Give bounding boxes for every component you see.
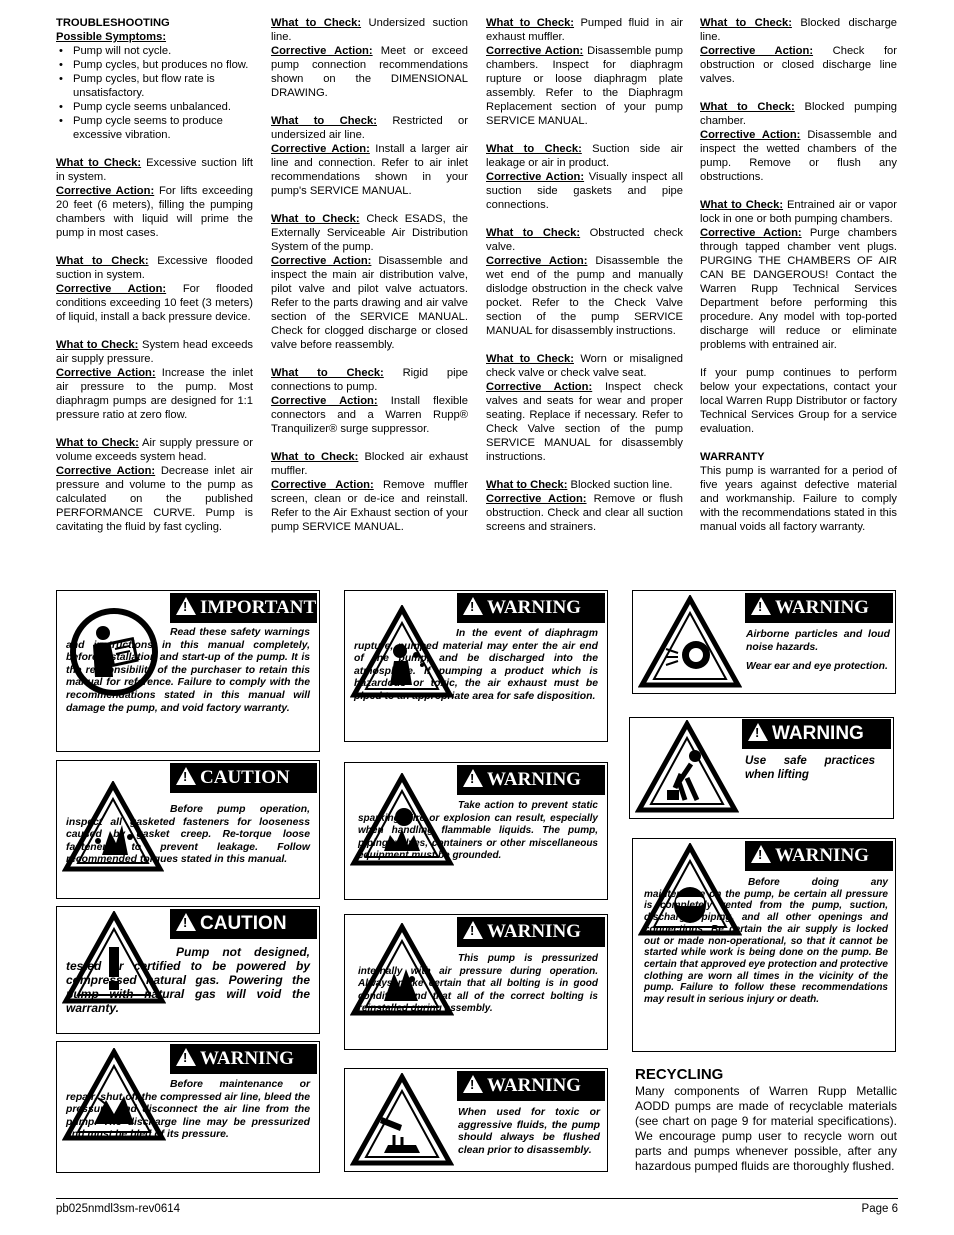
- notice-title: CAUTION: [200, 913, 287, 934]
- corrosive-hazard-icon: [350, 1073, 454, 1167]
- check-label: What to Check:: [56, 157, 142, 169]
- action-text: Decrease inlet air pressure and volume to the pump as calculated on the published PERFORMANCE CURVE. Pump is cavitating the fluid by fast cycling.: [56, 465, 253, 533]
- column-2: [271, 16, 468, 548]
- alert-triangle-icon: [176, 597, 196, 615]
- check-text: Blocked pumping chamber.: [700, 101, 898, 127]
- entry: [486, 352, 683, 464]
- alert-triangle-icon: [176, 913, 196, 931]
- alert-triangle-icon: [751, 845, 771, 863]
- warning-vented-notice: [632, 838, 896, 1052]
- action-text: Disassemble and inspect the wetted chambers of the pump. Remove or flush any obstructions.: [700, 129, 897, 183]
- alert-triangle-icon: [751, 597, 771, 615]
- action-text: Remove or flush obstruction. Check and clear all suction screens and strainers.: [486, 493, 683, 533]
- action-label: Corrective Action:: [56, 465, 156, 477]
- check-text: Worn or misaligned check valve or check valve seat.: [486, 353, 684, 379]
- alert-triangle-icon: [463, 769, 483, 787]
- action-label: Corrective Action:: [271, 45, 373, 57]
- notice-text: When used for toxic or aggressive fluids, the pump should always be flushed clean prior to disassembly.: [458, 1107, 600, 1156]
- caution-gasket-notice: [56, 760, 320, 899]
- column-3: [486, 16, 683, 548]
- action-text: Increase the inlet air pressure to the pump. Most diaphragm pumps are designed for 1:1 pressure ratio at zero flow.: [56, 367, 253, 421]
- alert-triangle-icon: [463, 1075, 483, 1093]
- notice-text: Pump not designed, tested or certified to be powered by compressed natural gas. Powering the pump with natural gas will void the warranty.: [66, 945, 310, 1015]
- action-label: Corrective Action:: [700, 129, 801, 141]
- notice-title: CAUTION: [200, 767, 290, 788]
- warning-static-notice: [344, 762, 608, 900]
- action-label: Corrective Action:: [56, 283, 167, 295]
- notice-banner: [457, 1071, 605, 1101]
- check-label: What to Check:: [486, 353, 574, 365]
- notice-banner: [457, 593, 605, 623]
- notice-title: WARNING: [772, 723, 864, 744]
- caution-gas-notice: [56, 906, 320, 1034]
- action-label: Corrective Action:: [486, 493, 587, 505]
- entry: [700, 16, 897, 86]
- notice-text: Wear ear and eye protection.: [746, 661, 888, 672]
- action-text: Disassemble the wet end of the pump and manually dislodge obstruction in the check valve pocket. Refer to the Check Valve section of the pump SERVICE MANUAL for disassembly instructions.: [486, 255, 683, 337]
- entry: [56, 338, 253, 422]
- safe-lifting-icon: [635, 720, 739, 814]
- check-label: What to Check:: [486, 143, 582, 155]
- check-text: Blocked discharge line.: [700, 17, 898, 43]
- notice-title: WARNING: [487, 921, 581, 942]
- notice-banner: [745, 593, 893, 623]
- check-label: What to Check:: [486, 17, 575, 29]
- warranty-heading: WARRANTY: [700, 451, 765, 463]
- action-text: Meet or exceed pump connection recommendations shown on the DIMENSIONAL DRAWING.: [271, 45, 468, 99]
- notice-banner: [457, 917, 605, 947]
- entry: [700, 100, 897, 184]
- check-label: What to Check:: [56, 437, 139, 449]
- notice-text: This pump is pressurized internally with air pressure during operation. Always make certain that all bolting is in good condition and that all of the correct bolting is reinstalled during assembly.: [358, 953, 598, 1015]
- action-text: Install a larger air line and connection. Refer to air inlet recommendations shown in your pump's SERVICE MANUAL.: [271, 143, 469, 197]
- check-label: What to Check:: [271, 213, 360, 225]
- check-label: What to Check:: [700, 101, 795, 113]
- notice-text: In the event of diaphragm rupture, pumped material may enter the air end of the pump, and be discharged into the atmosphere. If pumping a product which is hazardous or toxic, the air exhaust must be piped to an appropriate area for safe disposition.: [354, 628, 598, 702]
- symptom-item: • Pump cycle seems unbalanced.: [56, 100, 253, 114]
- column-1: [56, 16, 253, 548]
- entry: [486, 478, 683, 534]
- warning-rupture-notice: [344, 590, 608, 742]
- document-code: pb025nmdl3sm-rev0614: [56, 1203, 181, 1215]
- check-text: Pumped fluid in air exhaust muffler.: [486, 17, 684, 43]
- action-text: Install flexible connectors and a Warren Rupp® Tranquilizer® surge suppressor.: [271, 395, 468, 435]
- action-text: Inspect check valves and seats for wear and proper seating. Replace if necessary. Refer to Check Valve section of the pump SERVICE MANUAL for disassembly instructions.: [486, 381, 683, 463]
- check-text: Restricted or undersized air line.: [271, 115, 469, 141]
- check-label: What to Check:: [56, 255, 149, 267]
- check-text: Suction side air leakage or air in product.: [486, 143, 684, 169]
- check-text: Blocked air exhaust muffler.: [271, 451, 469, 477]
- action-label: Corrective Action:: [271, 255, 372, 267]
- alert-triangle-icon: [176, 1048, 196, 1066]
- action-label: Corrective Action:: [271, 395, 378, 407]
- alert-triangle-icon: [176, 767, 196, 785]
- entry: [486, 142, 683, 212]
- notice-title: WARNING: [487, 597, 581, 618]
- action-text: For flooded conditions exceeding 10 feet (3 meters) of liquid, install a back pressure device.: [56, 283, 253, 323]
- check-text: System head exceeds air supply pressure.: [56, 339, 254, 365]
- check-text: Excessive flooded suction in system.: [56, 255, 253, 281]
- warning-toxic-notice: [344, 1068, 608, 1172]
- entry: [56, 254, 253, 324]
- notice-title: WARNING: [487, 769, 581, 790]
- entry: [271, 450, 468, 534]
- action-label: Corrective Action:: [56, 185, 155, 197]
- notice-text: Use safe practices when lifting: [745, 755, 875, 781]
- action-label: Corrective Action:: [700, 45, 814, 57]
- notice-banner: [745, 841, 893, 871]
- ear-eye-protection-icon: [638, 595, 742, 689]
- check-text: Blocked suction line.: [570, 479, 673, 491]
- check-label: What to Check:: [271, 451, 359, 463]
- entry: [271, 366, 468, 436]
- action-text: Check for obstruction or closed discharge line valves.: [700, 45, 897, 85]
- troubleshooting-heading: TROUBLESHOOTING: [56, 17, 170, 29]
- symptoms-heading: Possible Symptoms:: [56, 31, 167, 43]
- warning-lifting-notice: [629, 717, 894, 819]
- notice-title: WARNING: [487, 1075, 581, 1096]
- entry: [700, 198, 897, 352]
- footer-divider: [56, 1198, 898, 1199]
- symptom-item: • Pump cycle seems to produce excessive vibration.: [56, 114, 253, 142]
- entry: [486, 226, 683, 338]
- check-text: Rigid pipe connections to pump.: [271, 367, 469, 393]
- check-label: What to Check:: [271, 17, 362, 29]
- check-label: What to Check:: [271, 115, 377, 127]
- notice-banner: [170, 593, 317, 623]
- warning-maintenance-notice: [56, 1041, 320, 1173]
- symptom-item: • Pump cycles, but produces no flow.: [56, 58, 253, 72]
- action-text: Remove muffler screen, clean or de-ice and reinstall. Refer to the Air Exhaust section of your pump SERVICE MANUAL.: [271, 479, 468, 533]
- check-label: What to Check:: [56, 339, 139, 351]
- alert-triangle-icon: [463, 597, 483, 615]
- notice-banner: [457, 765, 605, 795]
- check-label: What to Check:: [486, 227, 581, 239]
- notice-title: WARNING: [775, 845, 869, 866]
- notice-banner: [170, 763, 317, 793]
- action-label: Corrective Action:: [271, 143, 370, 155]
- check-label: What to Check:: [700, 17, 792, 29]
- alert-triangle-icon: [748, 723, 768, 741]
- check-text: Excessive suction lift in system.: [56, 157, 254, 183]
- entry: [271, 114, 468, 198]
- warning-pressurized-notice: [344, 914, 608, 1050]
- action-text: Visually inspect all suction side gaskets and pipe connections.: [486, 171, 683, 211]
- notice-text: Before maintenance or repair, shut off the compressed air line, bleed the pressure, and disconnect the air line from the pump. The discharge line may be pressurized and must be bled of its pressure.: [66, 1079, 310, 1141]
- notice-banner: [170, 1044, 317, 1074]
- important-notice: [56, 590, 320, 752]
- recycling-text: Many components of Warren Rupp Metallic AODD pumps are made of recyclable materials (see chart on page 9 for material specifications). We encourage pump user to recycle worn out parts and pumps whenever possible, after any hazardous pumped fluids are thoroughly flushed.: [635, 1084, 897, 1173]
- warranty-text: This pump is warranted for a period of five years against defective material and workmanship. Failure to comply with the recommendations stated in this manual voids all factory warranty.: [700, 465, 897, 533]
- check-text: Obstructed check valve.: [486, 227, 683, 253]
- notice-title: IMPORTANT: [200, 597, 317, 618]
- notice-banner: [742, 719, 891, 749]
- entry: [56, 156, 253, 240]
- action-label: Corrective Action:: [700, 227, 802, 239]
- action-label: Corrective Action:: [486, 381, 593, 393]
- column-4: [700, 16, 897, 548]
- notice-text: Take action to prevent static sparking. Fire or explosion can result, especially when handling flammable liquids. The pump, piping, valves, containers or other miscellaneous equipment must be grounded.: [358, 800, 598, 862]
- warning-noise-notice: [632, 590, 896, 694]
- check-label: What to Check:: [271, 367, 384, 379]
- entry: [56, 436, 253, 534]
- action-label: Corrective Action:: [486, 171, 585, 183]
- notice-banner: [170, 909, 317, 939]
- action-label: Corrective Action:: [271, 479, 374, 491]
- check-text: Check ESADS, the Externally Serviceable Air Distribution System of the pump.: [271, 213, 469, 253]
- recycling-heading: RECYCLING: [635, 1066, 724, 1083]
- entry: [486, 16, 683, 128]
- symptom-item: • Pump will not cycle.: [56, 44, 253, 58]
- action-label: Corrective Action:: [56, 367, 156, 379]
- entry: [271, 212, 468, 352]
- notice-text: Before pump operation, inspect all gasketed fasteners for looseness caused by gasket creep. Re-torque loose fasteners to prevent leakage. Follow recommended torques stated in this manual.: [66, 804, 310, 866]
- alert-triangle-icon: [463, 921, 483, 939]
- action-text: Disassemble pump chambers. Inspect for diaphragm rupture or loose diaphragm plate assembly. Refer to the Diaphragm Replacement section of your pump SERVICE MANUAL.: [486, 45, 683, 127]
- symptom-list: [56, 44, 253, 142]
- check-label: What to Check:: [486, 479, 568, 491]
- notice-text: Airborne particles and loud noise hazards.: [746, 629, 890, 653]
- check-text: Air supply pressure or volume exceeds system head.: [56, 437, 253, 463]
- action-text: Disassemble and inspect the main air distribution valve, pilot valve and pilot valve actuators. Refer to the parts drawing and air valve section of the SERVICE MANUAL. Check for clogged discharge or closed valve before reassembly.: [271, 255, 468, 351]
- action-label: Corrective Action:: [486, 255, 588, 267]
- notice-title: WARNING: [775, 597, 869, 618]
- closing-text: If your pump continues to perform below your expectations, contact your local Warren Rupp Distributor or factory Technical Services Group for a service evaluation.: [700, 367, 897, 435]
- action-text: Purge chambers through tapped chamber vent plugs. PURGING THE CHAMBERS OF AIR CAN BE DANGEROUS! Contact the Warren Rupp Technical Services Department before performing this procedure. Any model with top-ported discharge will reduce or eliminate problems with entrained air.: [700, 227, 897, 351]
- symptom-item: • Pump cycles, but flow rate is unsatisfactory.: [56, 72, 253, 100]
- notice-text: Before doing any maintenance on the pump, be certain all pressure is completely vented from the pump, suction, discharge, piping, and all other openings and connections. Be certain the air supply is locked out or made non-operational, so that it cannot be started while work is being done on the pump. Be certain that approved eye protection and protective clothing are worn all times in the vicinity of the pump. Failure to follow these recommendations may result in serious injury or death.: [644, 877, 888, 1006]
- check-text: Entrained air or vapor lock in one or both pumping chambers.: [700, 199, 897, 225]
- notice-title: WARNING: [200, 1048, 294, 1069]
- check-text: Undersized suction line.: [271, 17, 468, 43]
- check-label: What to Check:: [700, 199, 784, 211]
- notice-text: Read these safety warnings and instructions in this manual completely, before installation and start-up of the pump. It is the responsibility of the purchaser to retain this manual for reference. Failure to comply with the recommendations stated in this manual will damage the pump, and void factory warranty.: [66, 627, 310, 714]
- entry: [271, 16, 468, 100]
- action-label: Corrective Action:: [486, 45, 584, 57]
- action-text: For lifts exceeding 20 feet (6 meters), filling the pumping chambers with liquid will prime the pump in most cases.: [56, 185, 253, 239]
- page-number: Page 6: [861, 1203, 898, 1215]
